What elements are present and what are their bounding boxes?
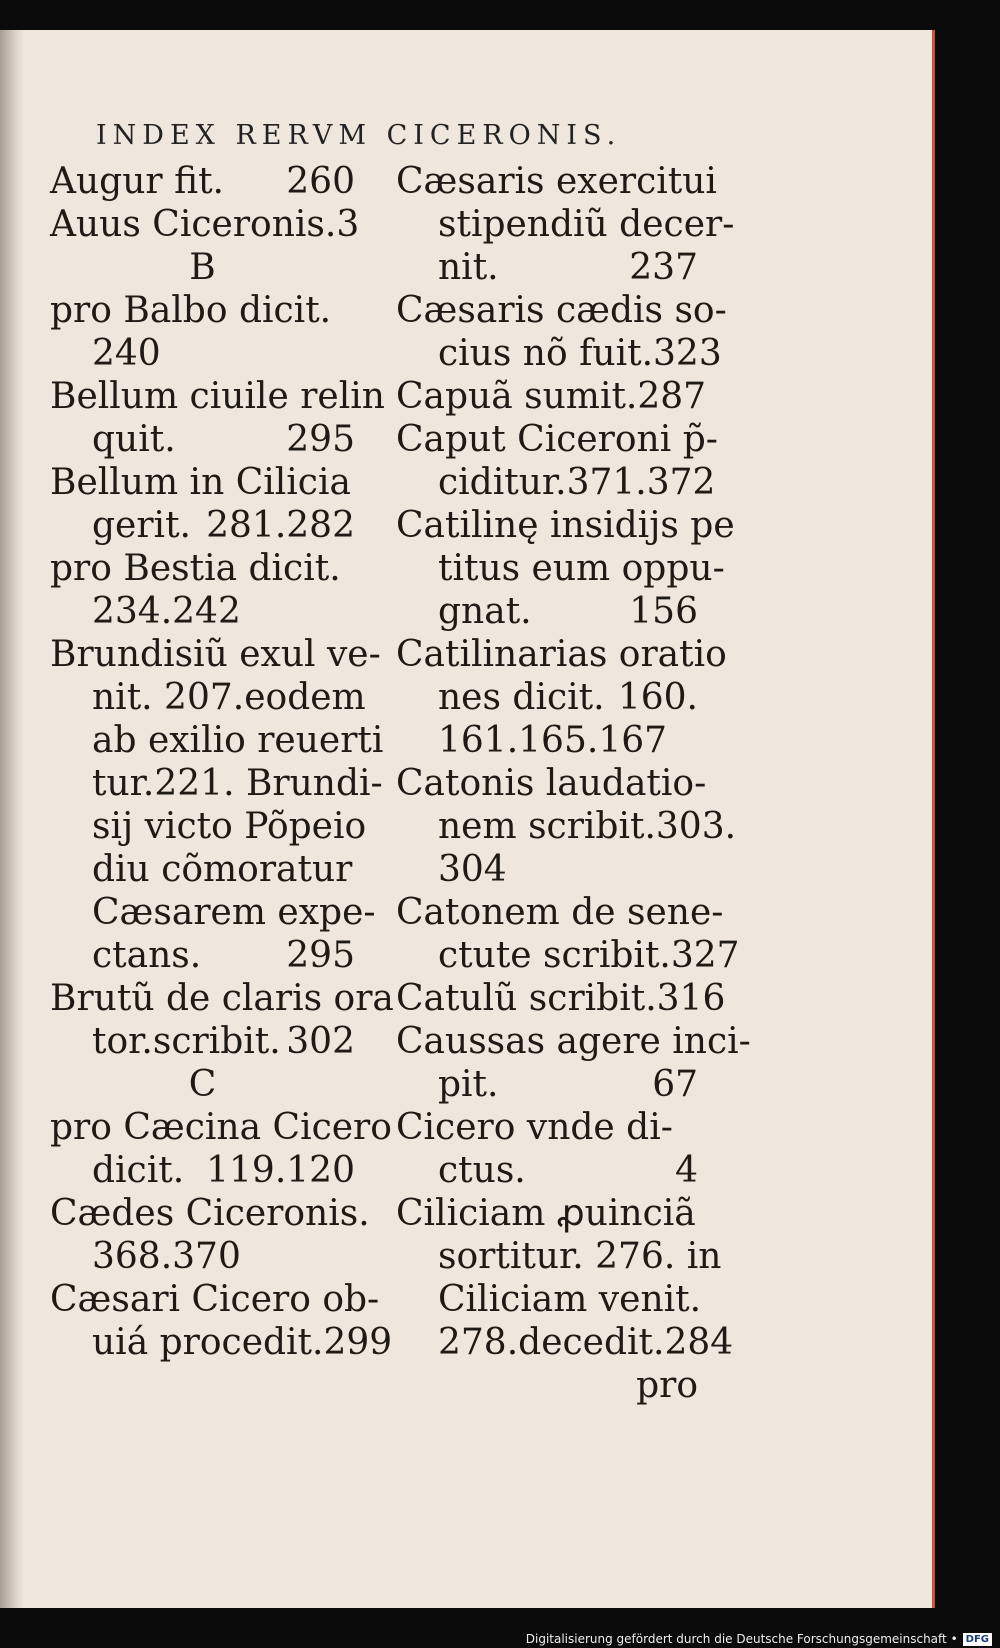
running-header: INDEX RERVM CICERONIS. bbox=[96, 120, 622, 151]
entry-text: pro bbox=[636, 1365, 698, 1406]
entry-text: gnat. bbox=[438, 591, 532, 632]
index-entry-line bbox=[396, 160, 717, 203]
index-entry-line bbox=[50, 461, 355, 504]
entry-text: Cæsaris exercitui bbox=[396, 161, 717, 202]
index-entry-line bbox=[50, 418, 355, 461]
entry-text: Caput Ciceroni p̃- bbox=[396, 419, 718, 460]
entry-text: ctute scribit.327 bbox=[438, 935, 740, 976]
entry-page-number: 371.372 bbox=[566, 462, 716, 503]
index-entry-line bbox=[396, 203, 735, 246]
index-entry-line bbox=[50, 289, 355, 332]
entry-page-number: 323 bbox=[653, 333, 722, 374]
index-entry-line bbox=[396, 1321, 734, 1364]
entry-text: Cæsari Cicero ob- bbox=[50, 1279, 380, 1320]
index-entry-line bbox=[50, 977, 394, 1020]
index-entry-line bbox=[396, 891, 724, 934]
entry-text: 304 bbox=[438, 849, 507, 890]
entry-page-number: 67 bbox=[652, 1064, 698, 1105]
entry-page-number: 302 bbox=[286, 1021, 355, 1062]
entry-text: stipendiũ decer- bbox=[438, 204, 735, 245]
index-entry-line bbox=[50, 1321, 393, 1364]
entry-text: titus eum oppu- bbox=[438, 548, 725, 589]
index-entry-line bbox=[396, 547, 725, 590]
entry-page-number: 156 bbox=[629, 591, 698, 632]
index-entry-line bbox=[50, 805, 367, 848]
catchword bbox=[396, 1364, 698, 1407]
index-entry-line bbox=[50, 1149, 355, 1192]
index-entry-line bbox=[396, 1020, 751, 1063]
entry-text: Bellum ciuile relin bbox=[50, 376, 385, 417]
index-entry-line bbox=[50, 848, 355, 891]
index-entry-line bbox=[50, 547, 355, 590]
entry-text: pro Bestia dicit. bbox=[50, 548, 341, 589]
index-entry-line bbox=[396, 1063, 698, 1106]
index-section-letter bbox=[50, 1063, 355, 1106]
entry-text: B bbox=[189, 247, 216, 288]
index-entry-line bbox=[50, 1106, 392, 1149]
entry-text: tor.scribit. bbox=[92, 1021, 281, 1062]
entry-page-number: 281.282 bbox=[206, 505, 355, 546]
index-entry-line bbox=[396, 289, 727, 332]
entry-text: ctans. bbox=[92, 935, 202, 976]
entry-text: Cicero vnde di- bbox=[396, 1107, 673, 1148]
index-entry-line bbox=[50, 719, 384, 762]
entry-page-number: 287 bbox=[637, 376, 707, 417]
index-column-left bbox=[50, 160, 394, 1364]
entry-text: dicit. bbox=[92, 1150, 185, 1191]
entry-text: ab exilio reuerti bbox=[92, 720, 384, 761]
index-entry-line bbox=[50, 504, 355, 547]
entry-text: Brutũ de claris ora bbox=[50, 978, 394, 1019]
page-gutter-shadow bbox=[0, 30, 24, 1608]
index-entry-line bbox=[50, 1192, 370, 1235]
index-entry-line bbox=[396, 590, 698, 633]
entry-text: 278.decedit.284 bbox=[438, 1322, 734, 1363]
entry-text: nem scribit.303. bbox=[438, 806, 737, 847]
entry-text: Caussas agere inci- bbox=[396, 1021, 751, 1062]
entry-text: Catonis laudatio- bbox=[396, 763, 707, 804]
entry-text: Ciliciam ꝓuinciã bbox=[396, 1193, 696, 1234]
entry-text: pro Balbo dicit. bbox=[50, 290, 332, 331]
index-entry-line bbox=[396, 418, 718, 461]
index-entry-line bbox=[396, 375, 707, 418]
entry-text: sortitur. 276. in bbox=[438, 1236, 722, 1277]
entry-page-number: 160. bbox=[617, 677, 698, 718]
entry-text: Auus Ciceronis. bbox=[50, 204, 337, 245]
entry-text: ciditur. bbox=[438, 462, 567, 503]
index-entry-line bbox=[50, 762, 383, 805]
entry-text: C bbox=[188, 1064, 217, 1105]
index-entry-line bbox=[50, 1278, 380, 1321]
entry-page-number: 237 bbox=[629, 247, 698, 288]
index-entry-line bbox=[396, 1192, 698, 1235]
index-entry-line bbox=[50, 590, 355, 633]
entry-text: nit. bbox=[438, 247, 499, 288]
entry-page-number: 119.120 bbox=[206, 1150, 355, 1191]
entry-text: gerit. bbox=[92, 505, 191, 546]
entry-text: sij victo Põpeio bbox=[92, 806, 367, 847]
index-entry-line bbox=[396, 676, 698, 719]
entry-text: tur.221. Brundi- bbox=[92, 763, 383, 804]
entry-text: pit. bbox=[438, 1064, 499, 1105]
entry-page-number: 295 bbox=[286, 935, 355, 976]
index-entry-line bbox=[396, 1149, 698, 1192]
index-entry-line bbox=[50, 1020, 355, 1063]
entry-page-number: 295 bbox=[286, 419, 355, 460]
entry-page-number: 3 bbox=[336, 204, 360, 245]
entry-text: pro Cæcina Cicero bbox=[50, 1107, 392, 1148]
entry-text: 240 bbox=[92, 333, 161, 374]
index-entry-line bbox=[396, 805, 737, 848]
index-entry-line bbox=[396, 504, 735, 547]
entry-text: Cædes Ciceronis. bbox=[50, 1193, 370, 1234]
index-entry-line bbox=[396, 246, 698, 289]
index-entry-line bbox=[50, 676, 366, 719]
index-entry-line bbox=[396, 762, 707, 805]
index-column-right bbox=[396, 160, 751, 1407]
index-entry-line bbox=[396, 934, 740, 977]
entry-text: ctus. bbox=[438, 1150, 526, 1191]
index-entry-line bbox=[50, 160, 355, 203]
entry-text: cius nõ fuit. bbox=[438, 333, 654, 374]
footer-credit bbox=[526, 1632, 992, 1646]
entry-text: Cæsaris cædis so- bbox=[396, 290, 727, 331]
entry-text: Bellum in Cilicia bbox=[50, 462, 351, 503]
entry-text: Augur fit. bbox=[50, 161, 224, 202]
entry-text: uiá procedit.299 bbox=[92, 1322, 393, 1363]
index-entry-line bbox=[396, 977, 726, 1020]
index-entry-line bbox=[396, 848, 698, 891]
entry-text: nes dicit. bbox=[438, 677, 605, 718]
index-entry-line bbox=[396, 1235, 722, 1278]
entry-text: Brundisiũ exul ve- bbox=[50, 634, 381, 675]
index-entry-line bbox=[396, 719, 698, 762]
entry-text: Capuã sumit. bbox=[396, 376, 638, 417]
entry-text: Catilinarias oratio bbox=[396, 634, 727, 675]
index-entry-line bbox=[396, 461, 716, 504]
entry-text: Catulũ scribit. bbox=[396, 978, 657, 1019]
entry-text: nit. 207.eodem bbox=[92, 677, 366, 718]
entry-text: 368.370 bbox=[92, 1236, 241, 1277]
footer-text: Digitalisierung gefördert durch die Deutsche Forschungsgemeinschaft • bbox=[525, 1632, 958, 1646]
index-section-letter bbox=[50, 246, 355, 289]
index-entry-line bbox=[50, 891, 376, 934]
entry-text: Catonem de sene- bbox=[396, 892, 724, 933]
entry-text: Cæsarem expe- bbox=[92, 892, 376, 933]
entry-page-number: 260 bbox=[286, 161, 355, 202]
entry-text: Catilinę insidijs pe bbox=[396, 505, 735, 546]
entry-text: quit. bbox=[92, 419, 176, 460]
entry-page-number: 4 bbox=[675, 1150, 698, 1191]
index-entry-line bbox=[50, 332, 355, 375]
index-entry-line bbox=[50, 633, 381, 676]
index-entry-line bbox=[396, 332, 722, 375]
entry-text: diu cõmoratur bbox=[92, 849, 353, 890]
entry-text: Ciliciam venit. bbox=[438, 1279, 702, 1320]
entry-text: 234.242 bbox=[92, 591, 241, 632]
entry-text: 161.165.167 bbox=[438, 720, 668, 761]
index-entry-line bbox=[396, 1278, 702, 1321]
entry-page-number: 316 bbox=[656, 978, 726, 1019]
index-entry-line bbox=[50, 934, 355, 977]
dfg-logo: DFG bbox=[963, 1633, 992, 1646]
index-entry-line bbox=[50, 1235, 355, 1278]
index-entry-line bbox=[50, 375, 385, 418]
index-entry-line bbox=[396, 1106, 698, 1149]
index-entry-line bbox=[396, 633, 727, 676]
index-entry-line bbox=[50, 203, 360, 246]
